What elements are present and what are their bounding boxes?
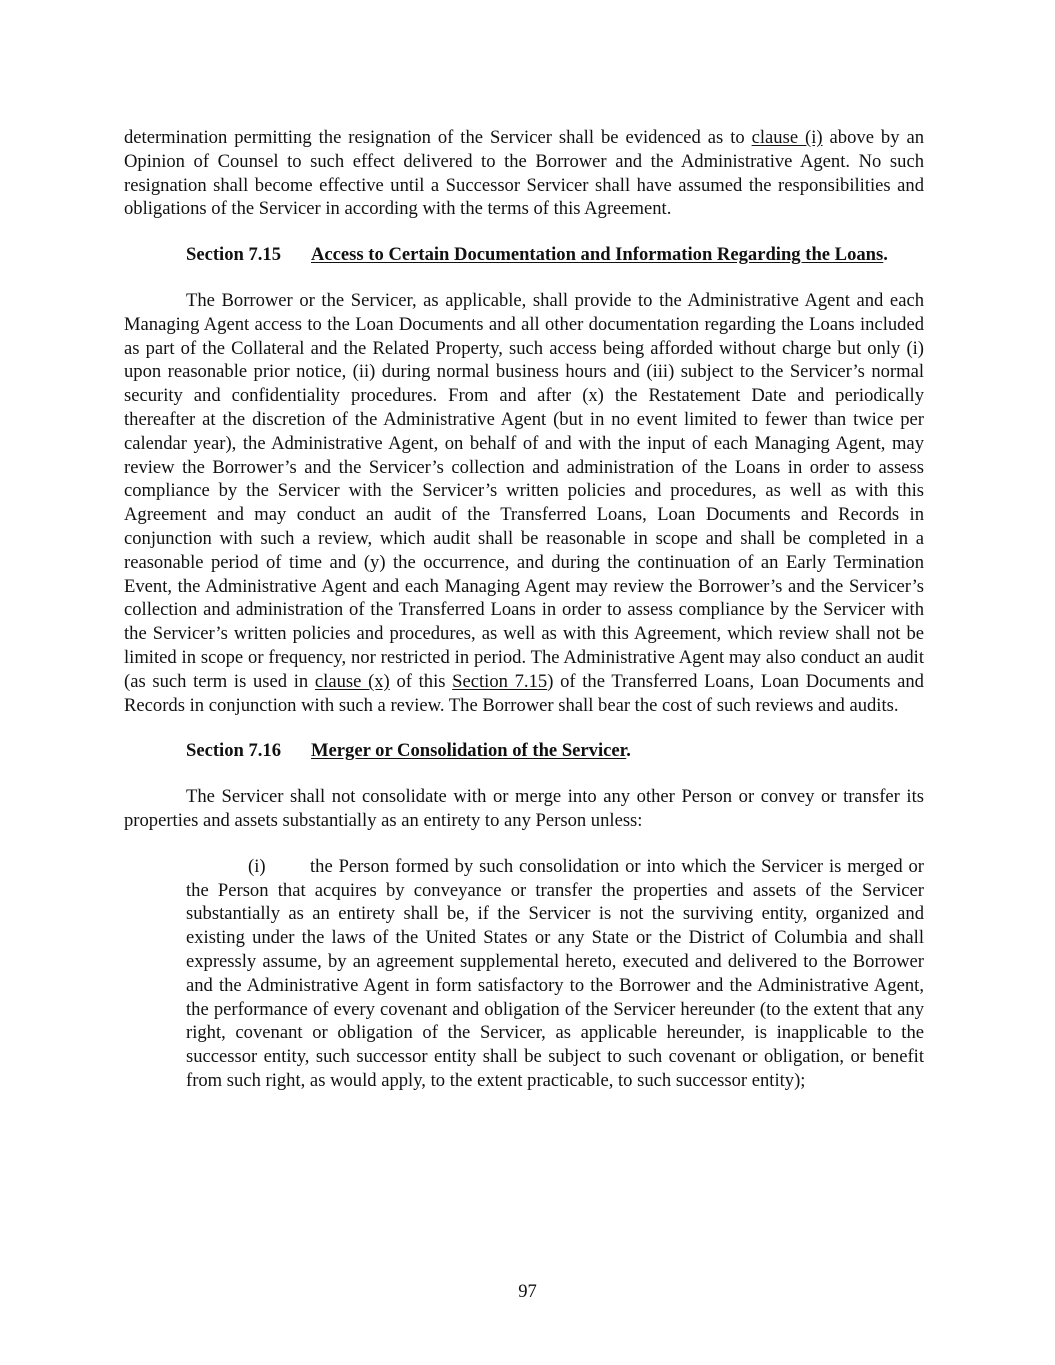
list-item-label: (i) xyxy=(248,855,266,877)
page-number: 97 xyxy=(518,1281,537,1302)
section-7-16-title: Merger or Consolidation of the Servicer. xyxy=(311,740,631,762)
section-7-15-body: The Borrower or the Servicer, as applicable, shall provide to the Administrative Agent and each Managing Agent access to the Loan Documents and all other documentation regarding the Loans included as part of the Collateral and the Related Property, such access being afforded without charge but only (i) upon reasonable prior notice, (ii) during normal business hours and (iii) subject to the Servicer’s normal security and confidentiality procedures. From and after (x) the Restatement Date and periodically thereafter at the discretion of the Administrative Agent (but in no event limited to fewer than twice per calendar year), the Administrative Agent, on behalf of and with the input of each Managing Agent, may review the Borrower’s and the Servicer’s collection and administration of the Loans in order to assess compliance by the Servicer with the Servicer’s written policies and procedures, as well as with this Agreement and may conduct an audit of the Transferred Loans, Loan Documents and Records in conjunction with such a review, which audit shall be reasonable in scope and shall be completed in a reasonable period of time and (y) the occurrence, and during the continuation of an Early Termination Event, the Administrative Agent and each Managing Agent may review the Borrower’s and the Servicer’s collection and administration of the Transferred Loans in order to assess compliance by the Servicer with the Servicer’s written policies and procedures, as well as with this Agreement, which review shall not be limited in scope or frequency, nor restricted in period. The Administrative Agent may also conduct an audit (as such term is used in clause (x) of this Section 7.15) of the Transferred Loans, Loan Documents and Records in conjunction with such a review. The Borrower shall bear the cost of such reviews and audits. xyxy=(124,289,924,716)
list-item xyxy=(186,855,924,1093)
clause-i-reference: clause (i) xyxy=(751,127,823,148)
section-7-15-number: Section 7.15 xyxy=(186,244,282,266)
clause-x-reference: clause (x) xyxy=(314,670,390,692)
section-7-16-heading xyxy=(186,739,924,763)
section-7-15-heading xyxy=(186,243,924,267)
section-7-15-reference: Section 7.15 xyxy=(452,670,548,692)
intro-paragraph: determination permitting the resignation of the Servicer shall be evidenced as to clause (i) above by an Opinion of Counsel to such effect delivered to the Borrower and the Administrative Agent. No such resignation shall become effective until a Successor Servicer shall have assumed the responsibilities and obligations of the Servicer in according with the terms of this Agreement. xyxy=(124,127,924,220)
section-7-16-body: The Servicer shall not consolidate with or merge into any other Person or convey or transfer its properties and assets substantially as an entirety to any Person unless: xyxy=(124,786,924,831)
list-item-text: the Person formed by such consolidation or into which the Servicer is merged or the Person that acquires by conveyance or transfer the properties and assets of the Servicer substantially as an entirety shall be, if the Servicer is not the surviving entity, organized and existing under the laws of the United States or any State or the District of Columbia and shall expressly assume, by an agreement supplemental hereto, executed and delivered to the Borrower and the Administrative Agent in form satisfactory to the Borrower and the Administrative Agent, the performance of every covenant and obligation of the Servicer hereunder (to the extent that any right, covenant or obligation of the Servicer, as applicable hereunder, is inapplicable to the successor entity, such successor entity shall be subject to such covenant or obligation, or benefit from such right, as would apply, to the extent practicable, to such successor entity); xyxy=(186,855,924,1091)
section-7-15-title: Access to Certain Documentation and Information Regarding the Loans. xyxy=(311,244,888,266)
section-7-16-number: Section 7.16 xyxy=(186,740,282,762)
document-page xyxy=(124,126,924,1093)
